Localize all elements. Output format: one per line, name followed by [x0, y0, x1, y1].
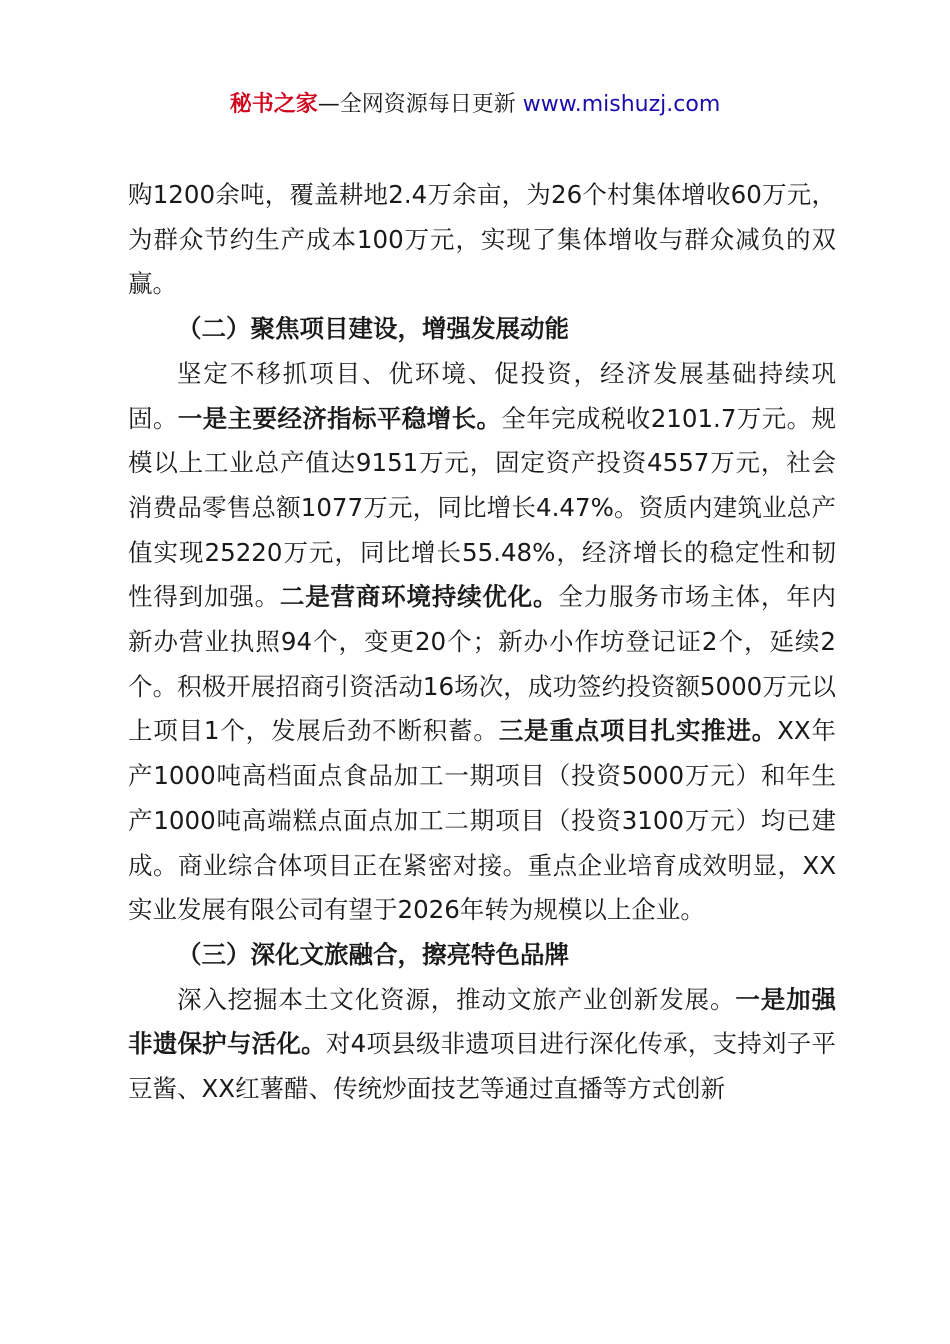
key-point-1: 一是主要经济指标平稳增长。: [177, 403, 502, 433]
brand-name: 秘书之家: [229, 92, 318, 117]
header-tagline: —全网资源每日更新: [317, 92, 523, 117]
document-body: [128, 173, 836, 1112]
key-point-2-text: 全力服务市场主体，年内新办营业执照94个，变更20个；新办小作坊登记证2个，延续2个。积极开展招商引资活动16场次，成功签约投资额5000万元以上项目1个，发展后劲不断积蓄。: [128, 582, 837, 746]
key-point-3-text: XX年产1000吨高档面点食品加工一期项目（投资5000万元）和年生产1000吨高端糕点面点加工二期项目（投资3100万元）均已建成。商业综合体项目正在紧密对接。重点企业培育成效明显，XX实业发展有限公司有望于2026年转为规模以上企业。: [128, 716, 837, 925]
paragraph-intro: 深入挖掘本土文化资源，推动文旅产业创新发展。: [177, 984, 736, 1014]
page-header: [0, 88, 950, 122]
paragraph-intro: 坚定不移抓项目、优环境、促投资，经济发展基础持续巩固。: [128, 358, 836, 433]
key-point-1-text: 全年完成税收2101.7万元。规模以上工业总产值达9151万元，固定资产投资4557万元，社会消费品零售总额1077万元，同比增长4.47%。资质内建筑业总产值实现25220万元，同比增长55.48%，经济增长的稳定性和韧性得到加强。: [128, 403, 836, 612]
paragraph-culture-tourism: [128, 978, 836, 1112]
key-point-1-text: 对4项县级非遗项目进行深化传承，支持刘子平豆酱、XX红薯醋、传统炒面技艺等通过直播等方式创新: [128, 1029, 837, 1104]
section-heading-3: （三）深化文旅融合，擦亮特色品牌: [177, 939, 569, 969]
paragraph-continued: 购1200余吨，覆盖耕地2.4万余亩，为26个村集体增收60万元，为群众节约生产成本100万元，实现了集体增收与群众减负的双赢。: [128, 180, 836, 299]
key-point-1: 一是加强非遗保护与活化。: [128, 984, 836, 1059]
key-point-3: 三是重点项目扎实推进。: [498, 716, 778, 746]
key-point-2: 二是营商环境持续优化。: [279, 582, 559, 612]
section-heading-2: （二）聚焦项目建设，增强发展动能: [177, 314, 569, 344]
paragraph-project-construction: [128, 352, 836, 933]
site-url-link[interactable]: www.mishuzj.com: [522, 92, 721, 117]
